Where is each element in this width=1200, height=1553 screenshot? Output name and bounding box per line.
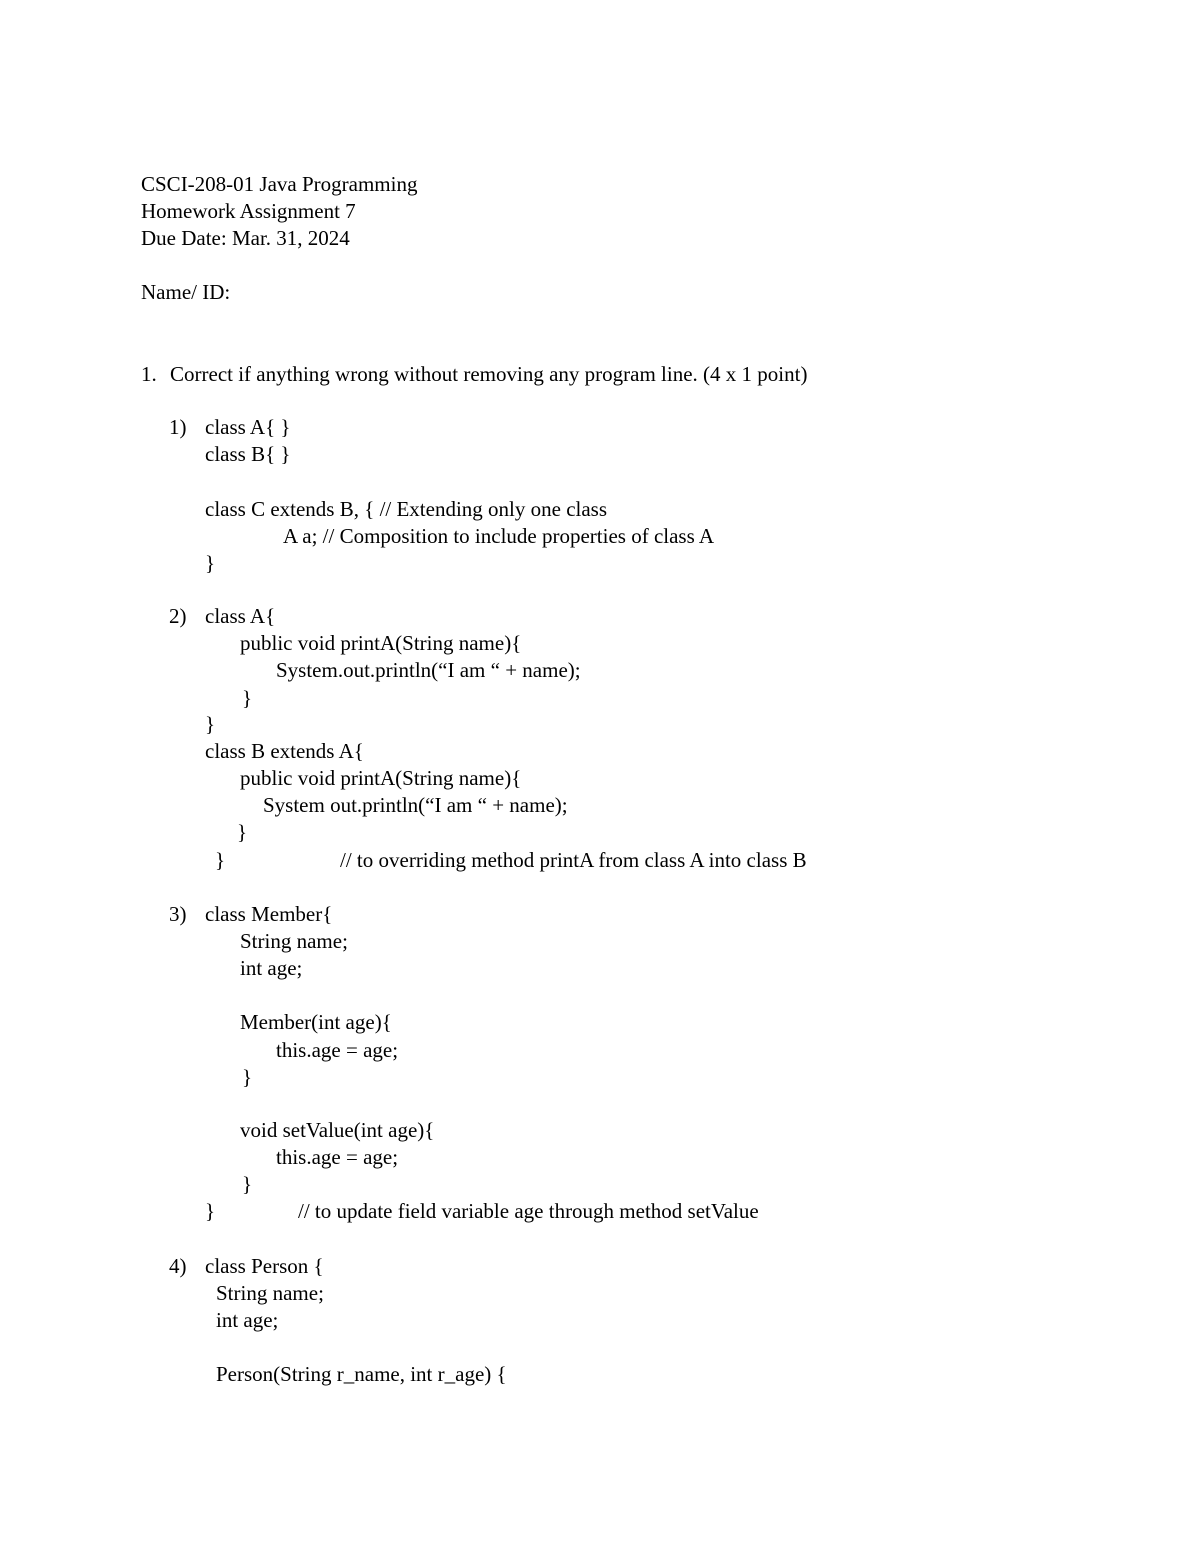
code-line: System.out.println(“I am “ + name);: [276, 658, 581, 682]
question-number: 1.: [141, 362, 157, 386]
code-line: }: [242, 686, 253, 710]
item-label: 1): [169, 415, 187, 439]
code-line: int age;: [240, 956, 303, 980]
code-line: }: [237, 820, 248, 844]
code-line: A a; // Composition to include properties of class A: [283, 524, 715, 548]
code-line: }: [205, 551, 216, 575]
code-line: String name;: [216, 1281, 324, 1305]
code-line: class A{: [205, 604, 276, 628]
code-line: this.age = age;: [276, 1145, 399, 1169]
course-title: CSCI-208-01 Java Programming: [141, 172, 418, 196]
code-line: class A{ }: [205, 415, 291, 439]
code-line: class B{ }: [205, 442, 291, 466]
code-line: class B extends A{: [205, 739, 364, 763]
code-line: public void printA(String name){: [240, 631, 522, 655]
code-line: int age;: [216, 1308, 279, 1332]
code-line: public void printA(String name){: [240, 766, 522, 790]
name-id-label: Name/ ID:: [141, 280, 231, 304]
item-label: 3): [169, 902, 187, 926]
code-line: }: [205, 712, 216, 736]
code-line: this.age = age;: [276, 1038, 399, 1062]
code-line: }: [215, 848, 226, 872]
question-prompt: Correct if anything wrong without removing any program line. (4 x 1 point): [170, 362, 808, 386]
code-line: String name;: [240, 929, 348, 953]
code-line: System out.println(“I am “ + name);: [263, 793, 568, 817]
item-label: 4): [169, 1254, 187, 1278]
code-line: class Person {: [205, 1254, 324, 1278]
code-line: }: [205, 1199, 216, 1223]
assignment-title: Homework Assignment 7: [141, 199, 356, 223]
code-comment: // to update field variable age through method setValue: [298, 1199, 759, 1223]
code-line: class C extends B, { // Extending only one class: [205, 497, 608, 521]
item-label: 2): [169, 604, 187, 628]
code-line: void setValue(int age){: [240, 1118, 435, 1142]
code-comment: // to overriding method printA from class A into class B: [340, 848, 807, 872]
code-line: class Member{: [205, 902, 333, 926]
code-line: }: [242, 1172, 253, 1196]
code-line: Member(int age){: [240, 1010, 392, 1034]
code-line: Person(String r_name, int r_age) {: [216, 1362, 507, 1386]
code-line: }: [242, 1065, 253, 1089]
due-date: Due Date: Mar. 31, 2024: [141, 226, 350, 250]
